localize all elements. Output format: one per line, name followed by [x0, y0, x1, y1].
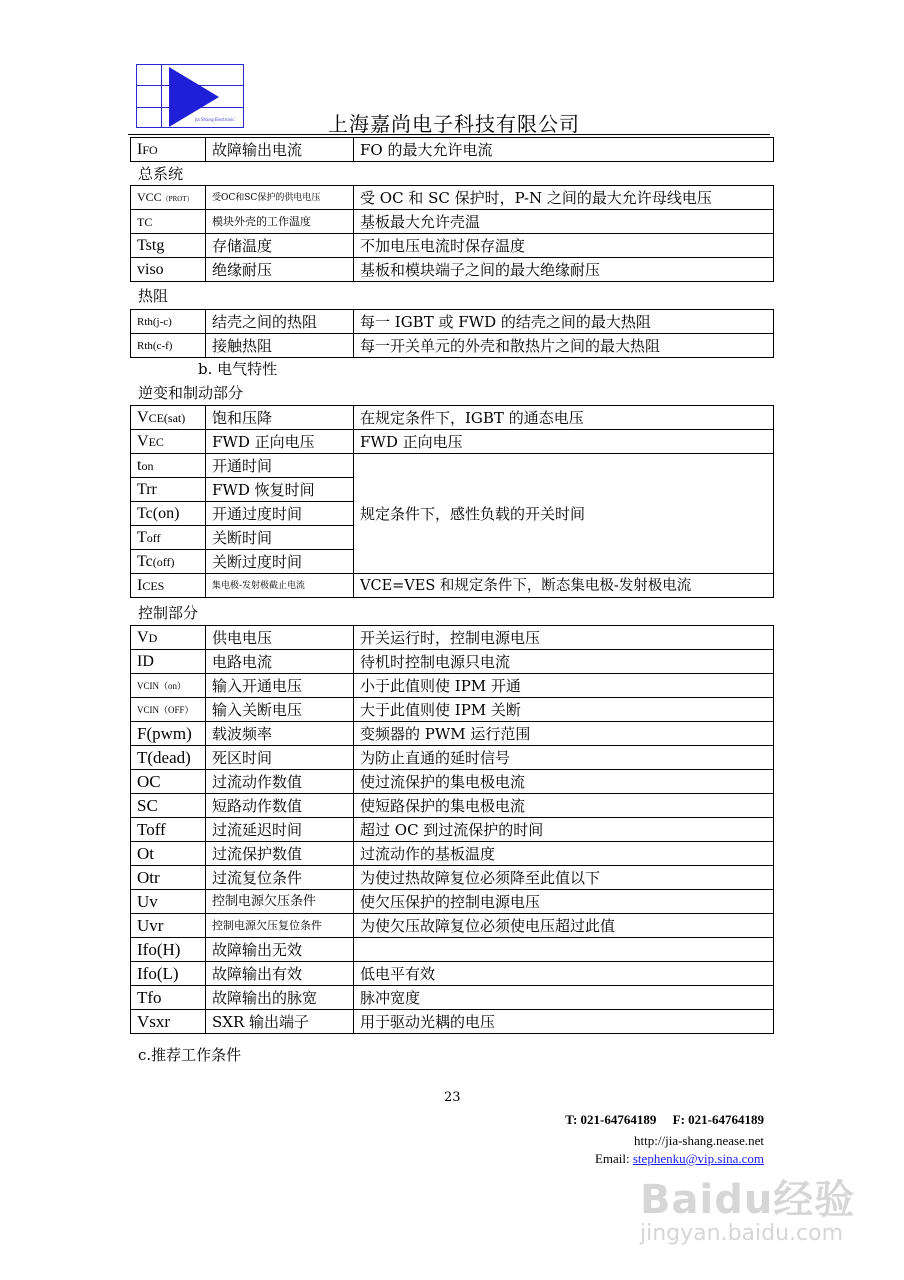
name-cell: 开通时间 — [206, 454, 354, 478]
email-label: Email: — [594, 1151, 630, 1166]
total-system-table — [130, 185, 774, 282]
name-cell: 结壳之间的热阻 — [206, 310, 354, 334]
table-row — [131, 626, 774, 650]
contact-phone-fax — [565, 1112, 764, 1128]
symbol-cell: Tc(on) — [131, 502, 206, 526]
table-row — [131, 890, 774, 914]
desc-cell — [354, 938, 774, 962]
section-recommended: c.推荐工作条件 — [138, 1046, 242, 1064]
desc-cell: 基板和模块端子之间的最大绝缘耐压 — [354, 258, 774, 282]
symbol-cell: F(pwm) — [131, 722, 206, 746]
thermal-table — [130, 309, 774, 358]
symbol-cell: ID — [131, 650, 206, 674]
desc-cell: 每一开关单元的外壳和散热片之间的最大热阻 — [354, 334, 774, 358]
table-row — [131, 674, 774, 698]
name-cell: 过流保护数值 — [206, 842, 354, 866]
table-row — [131, 866, 774, 890]
desc-cell: 使欠压保护的控制电源电压 — [354, 890, 774, 914]
name-cell: 输入关断电压 — [206, 698, 354, 722]
name-cell: 载波频率 — [206, 722, 354, 746]
desc-cell: 受 OC 和 SC 保护时，P-N 之间的最大允许母线电压 — [354, 186, 774, 210]
name-cell: SXR 输出端子 — [206, 1010, 354, 1034]
desc-cell: VCE=VES 和规定条件下，断态集电极-发射极电流 — [354, 574, 774, 598]
page-number: 23 — [444, 1090, 461, 1105]
table-row — [131, 430, 774, 454]
symbol-cell: T(dead) — [131, 746, 206, 770]
name-cell: FWD 恢复时间 — [206, 478, 354, 502]
section-total-system: 总系统 — [138, 165, 184, 183]
section-control: 控制部分 — [138, 604, 199, 622]
name-cell: 关断时间 — [206, 526, 354, 550]
symbol-cell: VCIN（OFF） — [131, 698, 206, 722]
name-cell: 故障输出电流 — [206, 138, 354, 162]
switching-desc-cell: 规定条件下，感性负载的开关时间 — [354, 454, 774, 574]
symbol-cell: Ifo(L) — [131, 962, 206, 986]
desc-cell: 低电平有效 — [354, 962, 774, 986]
desc-cell: 为使过热故障复位必须降至此值以下 — [354, 866, 774, 890]
desc-cell: 脉冲宽度 — [354, 986, 774, 1010]
fax: F: 021-64764189 — [672, 1112, 764, 1127]
symbol-cell: OC — [131, 770, 206, 794]
symbol-cell: Tc(off) — [131, 550, 206, 574]
table-row — [131, 210, 774, 234]
table-row — [131, 138, 774, 162]
symbol-cell: Uv — [131, 890, 206, 914]
desc-cell: 小于此值则使 IPM 开通 — [354, 674, 774, 698]
symbol-cell: Toff — [131, 818, 206, 842]
desc-cell: FO 的最大允许电流 — [354, 138, 774, 162]
desc-cell: 待机时控制电源只电流 — [354, 650, 774, 674]
desc-cell: 超过 OC 到过流保护的时间 — [354, 818, 774, 842]
table-row — [131, 794, 774, 818]
watermark-brand: Baidu经验 — [640, 1177, 856, 1223]
table-row — [131, 310, 774, 334]
logo-text: Jia Shang Electronic — [195, 117, 235, 122]
symbol-cell: Trr — [131, 478, 206, 502]
symbol-cell: viso — [131, 258, 206, 282]
email-line — [595, 1151, 764, 1167]
symbol-cell: Rth(j-c) — [131, 310, 206, 334]
name-cell: 饱和压降 — [206, 406, 354, 430]
symbol-cell: Toff — [131, 526, 206, 550]
desc-cell: 在规定条件下，IGBT 的通态电压 — [354, 406, 774, 430]
name-cell: 过流动作数值 — [206, 770, 354, 794]
table-row — [131, 334, 774, 358]
symbol-cell: Otr — [131, 866, 206, 890]
desc-cell: FWD 正向电压 — [354, 430, 774, 454]
section-electrical: b. 电气特性 — [198, 360, 278, 378]
table-row — [131, 258, 774, 282]
name-cell: 故障输出无效 — [206, 938, 354, 962]
table-row — [131, 986, 774, 1010]
section-inverter: 逆变和制动部分 — [138, 384, 244, 402]
table-row — [131, 842, 774, 866]
table-row — [131, 818, 774, 842]
table-row — [131, 186, 774, 210]
name-cell: 故障输出有效 — [206, 962, 354, 986]
company-name: 上海嘉尚电子科技有限公司 — [328, 112, 580, 136]
symbol-cell: VD — [131, 626, 206, 650]
symbol-cell: Ot — [131, 842, 206, 866]
name-cell: 开通过度时间 — [206, 502, 354, 526]
header-rule — [128, 134, 770, 135]
name-cell: FWD 正向电压 — [206, 430, 354, 454]
desc-cell: 不加电压电流时保存温度 — [354, 234, 774, 258]
phone: T: 021-64764189 — [565, 1112, 657, 1127]
name-cell: 控制电源欠压复位条件 — [206, 914, 354, 938]
table-row — [131, 650, 774, 674]
name-cell: 短路动作数值 — [206, 794, 354, 818]
desc-cell: 使过流保护的集电极电流 — [354, 770, 774, 794]
desc-cell: 过流动作的基板温度 — [354, 842, 774, 866]
name-cell: 故障输出的脉宽 — [206, 986, 354, 1010]
ifo-table — [130, 137, 774, 162]
symbol-cell: VCE(sat) — [131, 406, 206, 430]
symbol-cell: Tfo — [131, 986, 206, 1010]
table-row — [131, 234, 774, 258]
symbol-cell: Rth(c-f) — [131, 334, 206, 358]
desc-cell: 为使欠压故障复位必须使电压超过此值 — [354, 914, 774, 938]
table-row — [131, 746, 774, 770]
symbol-cell: ICES — [131, 574, 206, 598]
desc-cell: 使短路保护的集电极电流 — [354, 794, 774, 818]
name-cell: 供电电压 — [206, 626, 354, 650]
name-cell: 接触热阻 — [206, 334, 354, 358]
symbol-cell: SC — [131, 794, 206, 818]
section-thermal: 热阻 — [138, 287, 169, 305]
table-row — [131, 938, 774, 962]
symbol-cell: Ifo(H) — [131, 938, 206, 962]
table-row — [131, 722, 774, 746]
name-cell: 关断过度时间 — [206, 550, 354, 574]
symbol-cell: ton — [131, 454, 206, 478]
desc-cell: 为防止直通的延时信号 — [354, 746, 774, 770]
name-cell: 绝缘耐压 — [206, 258, 354, 282]
symbol-cell: TC — [131, 210, 206, 234]
desc-cell: 每一 IGBT 或 FWD 的结壳之间的最大热阻 — [354, 310, 774, 334]
name-cell: 模块外壳的工作温度 — [206, 210, 354, 234]
table-row — [131, 574, 774, 598]
desc-cell: 变频器的 PWM 运行范围 — [354, 722, 774, 746]
company-logo — [136, 64, 244, 128]
desc-cell: 开关运行时，控制电源电压 — [354, 626, 774, 650]
name-cell: 死区时间 — [206, 746, 354, 770]
inverter-table — [130, 405, 774, 598]
desc-cell: 大于此值则使 IPM 关断 — [354, 698, 774, 722]
symbol-cell: Uvr — [131, 914, 206, 938]
name-cell: 电路电流 — [206, 650, 354, 674]
desc-cell: 基板最大允许壳温 — [354, 210, 774, 234]
control-table — [130, 625, 774, 1034]
desc-cell: 用于驱动光耦的电压 — [354, 1010, 774, 1034]
symbol-cell: VEC — [131, 430, 206, 454]
name-cell: 输入开通电压 — [206, 674, 354, 698]
name-cell: 过流复位条件 — [206, 866, 354, 890]
table-row — [131, 770, 774, 794]
name-cell: 存储温度 — [206, 234, 354, 258]
name-cell: 过流延迟时间 — [206, 818, 354, 842]
table-row — [131, 454, 774, 478]
name-cell: 受OC和SC保护的供电电压 — [206, 186, 354, 210]
name-cell: 集电极-发射极截止电流 — [206, 574, 354, 598]
symbol-cell: Vsxr — [131, 1010, 206, 1034]
table-row — [131, 962, 774, 986]
symbol-cell: IFO — [131, 138, 206, 162]
watermark — [640, 1168, 855, 1246]
symbol-cell: VCIN（on） — [131, 674, 206, 698]
table-row — [131, 1010, 774, 1034]
table-row — [131, 406, 774, 430]
table-row — [131, 698, 774, 722]
name-cell: 控制电源欠压条件 — [206, 890, 354, 914]
table-row — [131, 914, 774, 938]
symbol-cell: Tstg — [131, 234, 206, 258]
symbol-cell: VCC（PROT） — [131, 186, 206, 210]
website[interactable]: http://jia-shang.nease.net — [634, 1133, 764, 1148]
watermark-url: jingyan.baidu.com — [640, 1221, 844, 1246]
email-link[interactable]: stephenku@vip.sina.com — [632, 1151, 764, 1166]
